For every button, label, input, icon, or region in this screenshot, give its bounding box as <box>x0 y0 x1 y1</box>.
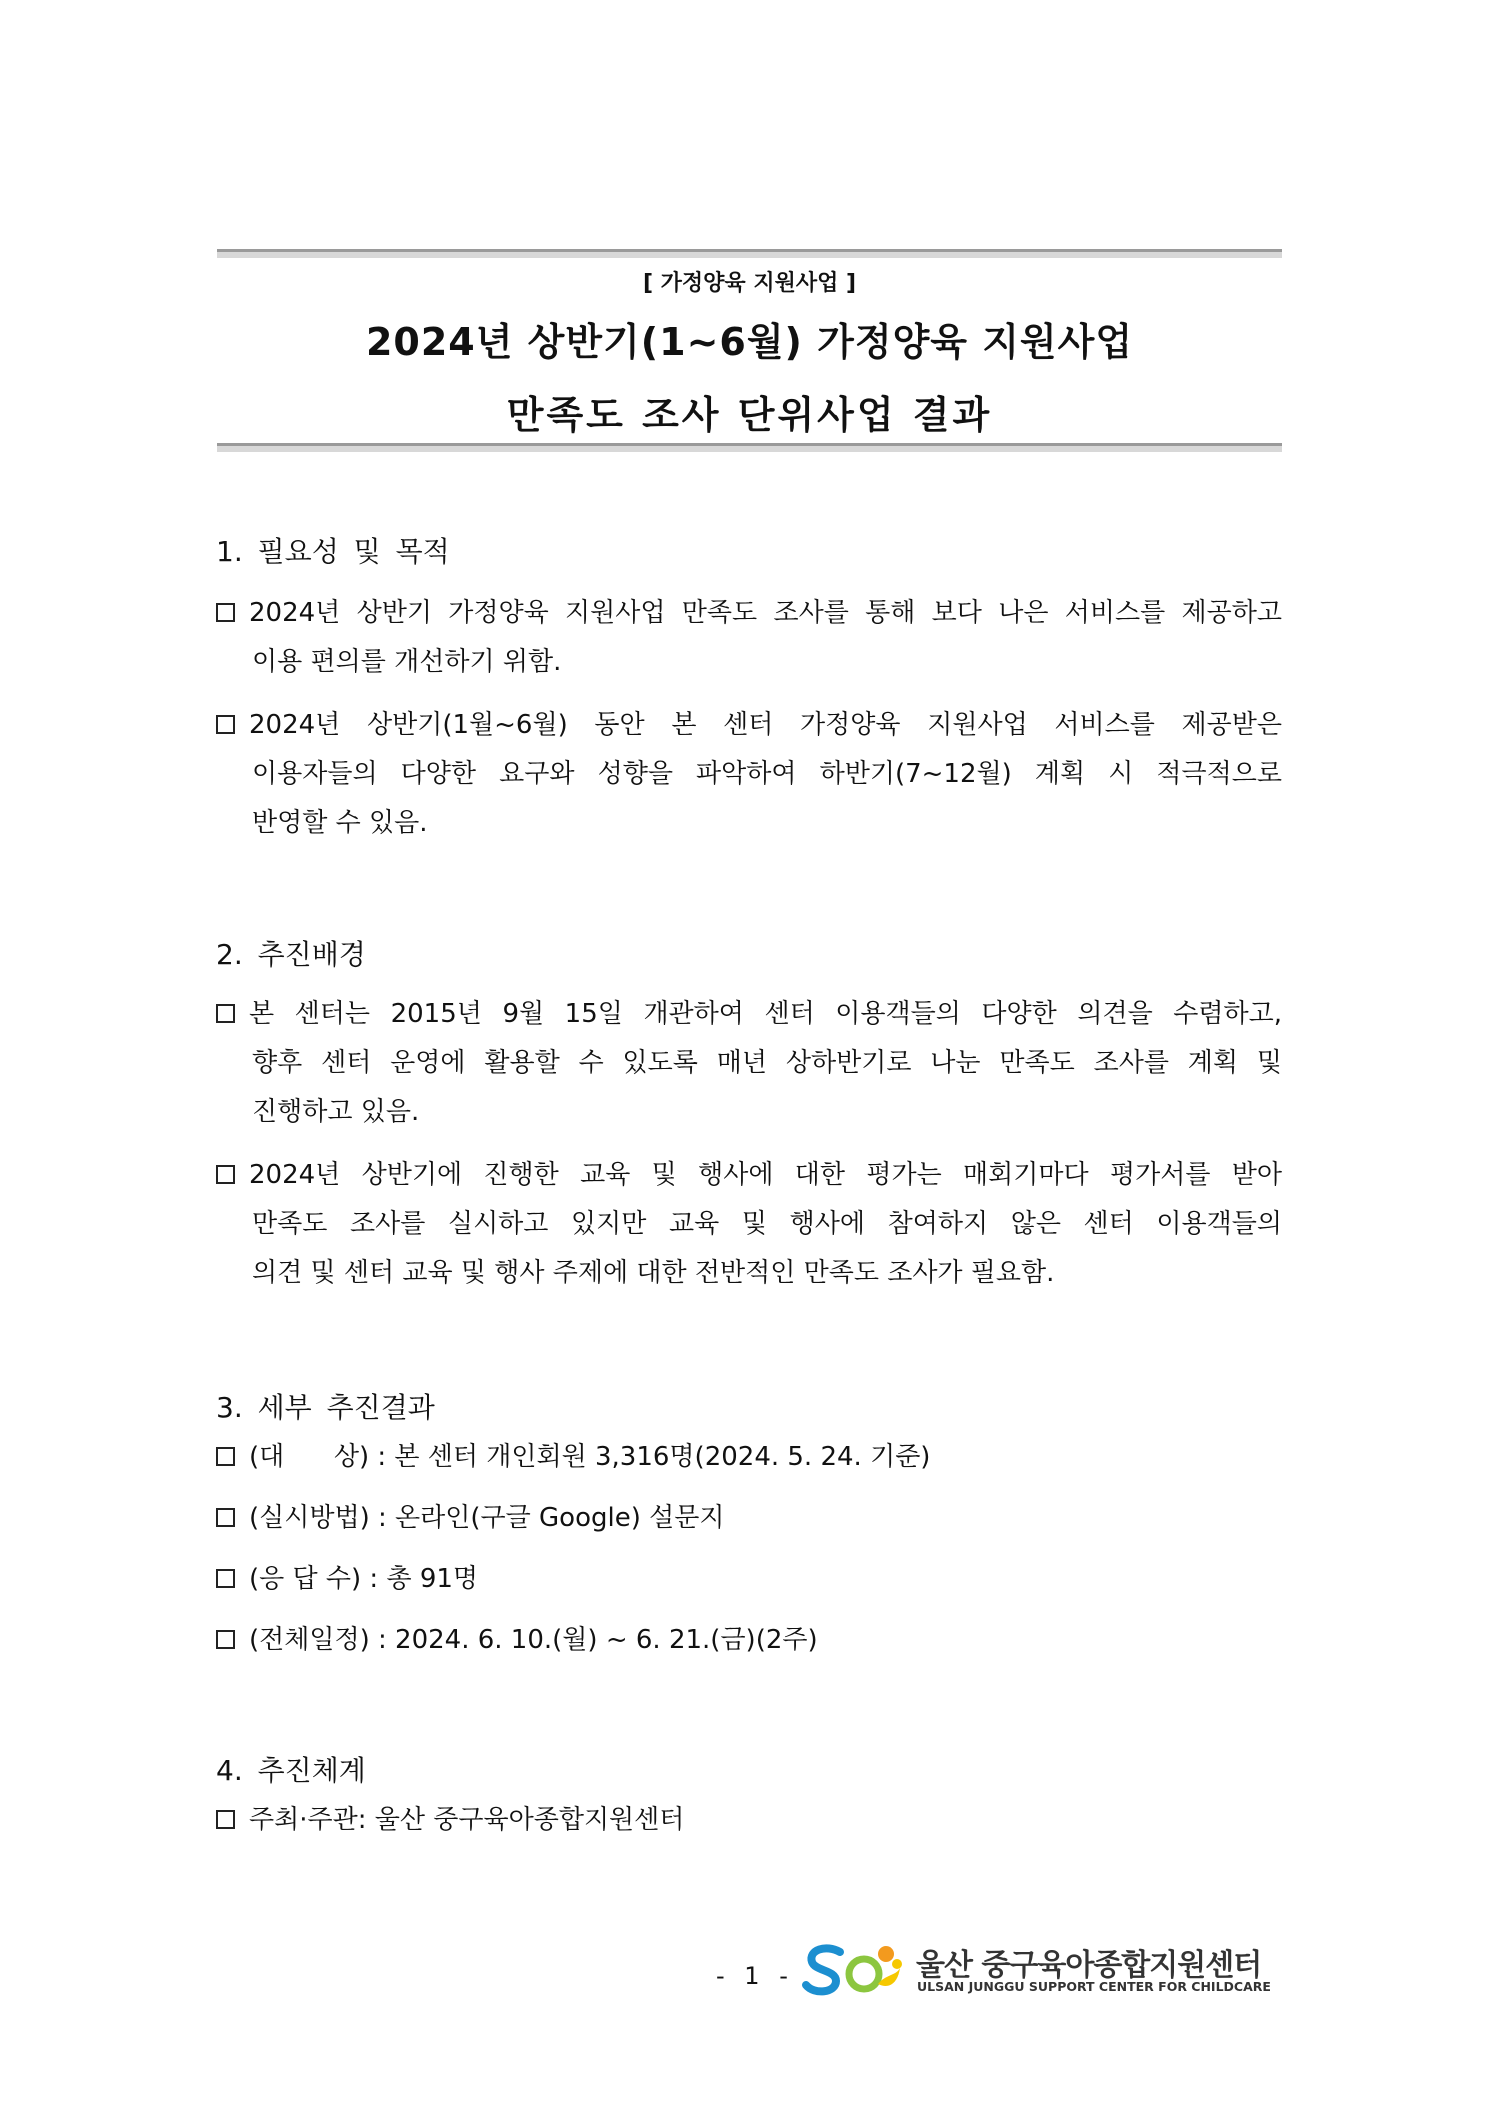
checkbox-square-icon <box>216 1569 235 1588</box>
checkbox-square-icon <box>216 1447 235 1466</box>
title-bottom-rule <box>217 443 1282 452</box>
document-title-line2: 만족도 조사 단위사업 결과 <box>506 393 993 437</box>
section-heading-2: 2. 추진배경 <box>216 938 366 971</box>
checkbox-square-icon <box>216 1508 235 1527</box>
detail-row-respondents: (응 답 수) : 총 91명 <box>216 1559 478 1599</box>
section1-item-2: 2024년 상반기(1월~6월) 동안 본 센터 가정양육 지원사업 서비스를 제공받은 이용자들의 다양한 요구와 성향을 파악하여 하반기(7~12월) 계획 시 적극적으로 반영할 수 있음. <box>216 701 1282 848</box>
checkbox-square-icon <box>216 1810 235 1829</box>
center-logo <box>800 1940 1280 2000</box>
section1-item-1: 2024년 상반기 가정양육 지원사업 만족도 조사를 통해 보다 나은 서비스를 제공하고 이용 편의를 개선하기 위함. <box>216 589 1282 687</box>
checkbox-square-icon <box>216 603 235 622</box>
detail-row-organizer: 주최·주관: 울산 중구육아종합지원센터 <box>216 1800 684 1840</box>
document-title-line1: 2024년 상반기(1~6월) 가정양육 지원사업 <box>365 320 1134 364</box>
category-label: [ 가정양육 지원사업 ] <box>642 271 857 296</box>
detail-row-target: (대 상) : 본 센터 개인회원 3,316명(2024. 5. 24. 기준) <box>216 1437 930 1477</box>
section-heading-3: 3. 세부 추진결과 <box>216 1391 435 1424</box>
section-heading-1: 1. 필요성 및 목적 <box>216 535 450 568</box>
center-logo-icon <box>800 1940 904 2000</box>
checkbox-square-icon <box>216 1630 235 1649</box>
checkbox-square-icon <box>216 1004 235 1023</box>
section-heading-4: 4. 추진체계 <box>216 1754 366 1787</box>
detail-row-method: (실시방법) : 온라인(구글 Google) 설문지 <box>216 1498 724 1538</box>
section2-item-1: 본 센터는 2015년 9월 15일 개관하여 센터 이용객들의 다양한 의견을 수렴하고, 향후 센터 운영에 활용할 수 있도록 매년 상하반기로 나눈 만족도 조사를 계획 및 진행하고 있음. <box>216 990 1282 1137</box>
checkbox-square-icon <box>216 1165 235 1184</box>
section2-item-2: 2024년 상반기에 진행한 교육 및 행사에 대한 평가는 매회기마다 평가서를 받아 만족도 조사를 실시하고 있지만 교육 및 행사에 참여하지 않은 센터 이용객들의 의견 및 센터 교육 및 행사 주제에 대한 전반적인 만족도 조사가 필요함. <box>216 1151 1282 1298</box>
page-number: - 1 - <box>716 1962 794 1990</box>
logo-english-text: ULSAN JUNGGU SUPPORT CENTER FOR CHILDCARE <box>917 1979 1271 1994</box>
detail-row-schedule: (전체일정) : 2024. 6. 10.(월) ~ 6. 21.(금)(2주) <box>216 1620 818 1660</box>
logo-korean-text: 울산 중구육아종합지원센터 <box>916 1948 1262 1983</box>
checkbox-square-icon <box>216 715 235 734</box>
title-top-rule <box>217 249 1282 258</box>
